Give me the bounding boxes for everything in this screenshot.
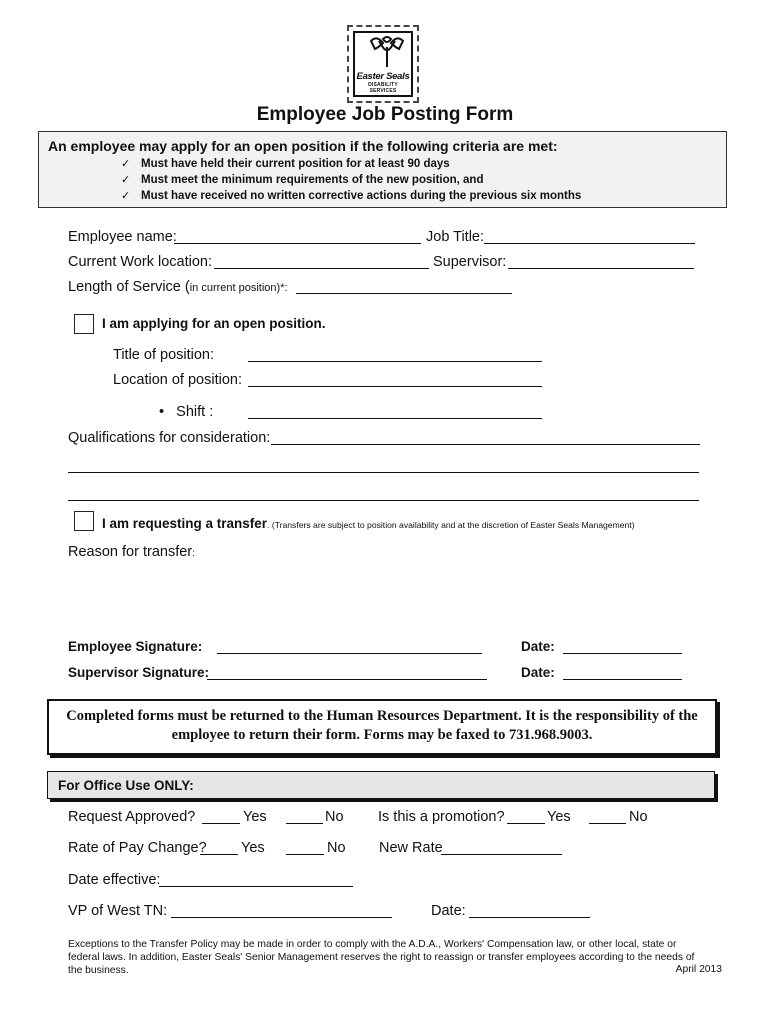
transfer-checkbox[interactable] (74, 511, 94, 531)
employee-signature-field[interactable] (217, 653, 482, 654)
job-title-label: Job Title: (426, 229, 485, 245)
current-location-label: Current Work location: (68, 254, 212, 270)
length-service-field[interactable] (296, 293, 512, 294)
policy-footnote: Exceptions to the Transfer Policy may be made in order to comply with the A.D.A., Workers' Compensation law, or other local, state or federal laws. In addition, Easter Seals' Senior Management reserves the right to reassign or transfer employees according to the needs of the business. (68, 939, 695, 976)
pay-change-yes-field[interactable] (200, 854, 238, 855)
location-position-label: Location of position: (113, 372, 242, 388)
transfer-label: I am requesting a transfer. (Transfers are subject to position availability and at the discretion of Easter Seals Management) (102, 516, 635, 531)
criteria-item: ✓ Must have held their current position for at least 90 days (121, 158, 450, 170)
lily-icon (357, 33, 417, 73)
return-notice-text: Completed forms must be returned to the Human Resources Department. It is the responsibility of the employee to return their form. Forms may be faxed to 731.968.9003. (66, 708, 698, 743)
checkmark-icon: ✓ (121, 174, 131, 186)
supervisor-date-label: Date: (521, 665, 555, 680)
supervisor-signature-label: Supervisor Signature: (68, 665, 210, 680)
new-rate-label: New Rate (379, 840, 443, 856)
approved-yes-field[interactable] (202, 823, 240, 824)
promotion-no-field[interactable] (589, 823, 626, 824)
pay-change-no-field[interactable] (286, 854, 324, 855)
employee-name-label: Employee name: (68, 229, 177, 245)
apply-open-label: I am applying for an open position. (102, 316, 326, 331)
approved-yes-label: Yes (243, 809, 267, 825)
new-rate-field[interactable] (441, 854, 562, 855)
approved-no-label: No (325, 809, 344, 825)
date-effective-field[interactable] (159, 886, 353, 887)
employee-date-field[interactable] (563, 653, 682, 654)
supervisor-signature-field[interactable] (207, 679, 487, 680)
revision-date: April 2013 (675, 964, 722, 975)
promotion-label: Is this a promotion? (378, 809, 505, 825)
location-position-field[interactable] (248, 386, 542, 387)
criteria-heading: An employee may apply for an open position if the following criteria are met: (48, 138, 558, 154)
employee-date-label: Date: (521, 639, 555, 654)
return-notice-box (47, 699, 717, 755)
pay-change-yes-label: Yes (241, 840, 265, 856)
shift-field[interactable] (248, 418, 542, 419)
bullet-icon: • (159, 404, 177, 420)
job-title-field[interactable] (484, 243, 695, 244)
apply-open-checkbox[interactable] (74, 314, 94, 334)
request-approved-label: Request Approved? (68, 809, 196, 825)
current-location-field[interactable] (214, 268, 429, 269)
checkmark-icon: ✓ (121, 190, 131, 202)
vp-date-field[interactable] (469, 917, 590, 918)
employee-name-field[interactable] (174, 243, 421, 244)
title-position-label: Title of position: (113, 347, 215, 363)
qualifications-field-line-2[interactable] (68, 472, 699, 473)
date-effective-label: Date effective: (68, 872, 161, 888)
qualifications-field-line-1[interactable] (271, 444, 700, 445)
office-use-header (47, 771, 715, 799)
vp-signature-field[interactable] (171, 917, 392, 918)
qualifications-label: Qualifications for consideration: (68, 430, 271, 446)
supervisor-label: Supervisor: (433, 254, 507, 270)
criteria-item: ✓ Must have received no written corrective actions during the previous six months (121, 190, 582, 202)
shift-label: • Shift : (159, 404, 214, 420)
reason-transfer-label: Reason for transfer: (68, 544, 195, 560)
promotion-yes-field[interactable] (507, 823, 545, 824)
length-service-label: Length of Service (in current position)*: (68, 279, 288, 295)
logo-frame (353, 31, 413, 97)
logo-name: Easter Seals (356, 71, 410, 82)
vp-label: VP of West TN: (68, 903, 168, 919)
supervisor-field[interactable] (508, 268, 694, 269)
easter-seals-logo (347, 25, 419, 103)
approved-no-field[interactable] (286, 823, 323, 824)
criteria-item: ✓ Must meet the minimum requirements of the new position, and (121, 174, 484, 186)
supervisor-date-field[interactable] (563, 679, 682, 680)
pay-change-label: Rate of Pay Change? (68, 840, 207, 856)
title-position-field[interactable] (248, 361, 542, 362)
promotion-yes-label: Yes (547, 809, 571, 825)
vp-date-label: Date: (431, 903, 466, 919)
promotion-no-label: No (629, 809, 648, 825)
checkmark-icon: ✓ (121, 158, 131, 170)
office-use-heading: For Office Use ONLY: (58, 778, 194, 793)
pay-change-no-label: No (327, 840, 346, 856)
qualifications-field-line-3[interactable] (68, 500, 699, 501)
logo-tagline: DISABILITY SERVICES (368, 82, 398, 94)
criteria-box (38, 131, 727, 208)
page-title: Employee Job Posting Form (256, 104, 514, 125)
employee-signature-label: Employee Signature: (68, 639, 203, 654)
